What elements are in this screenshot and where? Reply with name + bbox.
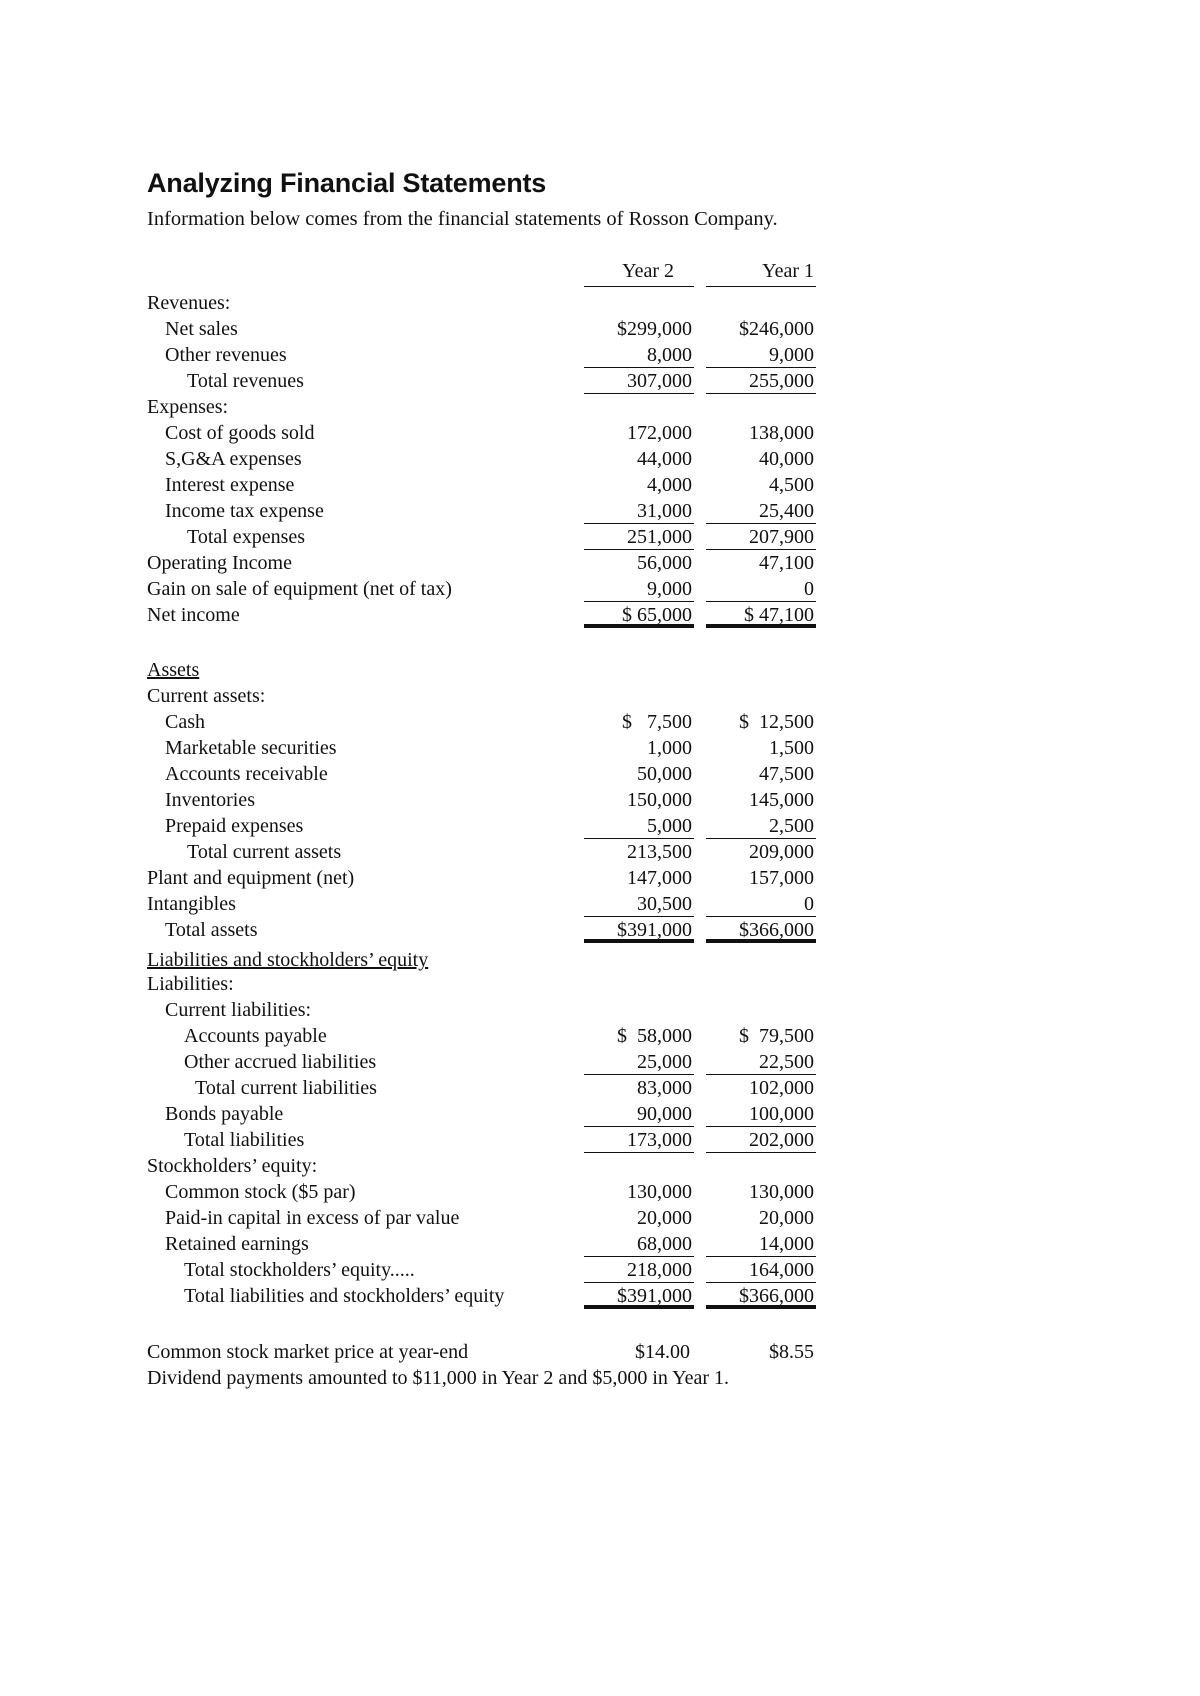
common-stock-row (147, 1179, 817, 1205)
year1-value: 157,000 (749, 867, 814, 889)
year2-value: $ 58,000 (617, 1025, 692, 1047)
year1-value: 100,000 (706, 1101, 816, 1127)
year2-value: 44,000 (637, 448, 692, 470)
year1-value: 47,500 (759, 763, 814, 785)
other-accrued-liabilities-row (147, 1049, 817, 1075)
year2-value: 8,000 (584, 342, 694, 368)
column-header-year1: Year 1 (706, 260, 816, 287)
market-price-row (147, 1339, 847, 1365)
column-header-year2: Year 2 (584, 260, 694, 287)
year1-value: $366,000 (706, 1283, 816, 1309)
row-label: Liabilities: (147, 973, 234, 995)
row-label: Total stockholders’ equity..... (184, 1259, 415, 1281)
year2-value: 147,000 (627, 867, 692, 889)
total-stockholders-equity-row (147, 1257, 817, 1283)
gain-on-sale-row (147, 576, 817, 602)
row-label: S,G&A expenses (165, 448, 302, 470)
document-title: Analyzing Financial Statements (147, 168, 547, 198)
total-liabilities-and-equity-row (147, 1283, 817, 1309)
year1-value: $8.55 (769, 1341, 814, 1363)
year1-value: 145,000 (749, 789, 814, 811)
retained-earnings-row (147, 1231, 817, 1257)
year1-value: 0 (706, 891, 816, 917)
row-label: Current assets: (147, 685, 266, 707)
row-label: Expenses: (147, 396, 229, 418)
row-label: Income tax expense (165, 500, 324, 522)
total-revenues-row (147, 368, 817, 394)
prepaid-expenses-row (147, 813, 817, 839)
year2-value: 83,000 (637, 1077, 692, 1099)
row-label: Paid-in capital in excess of par value (165, 1207, 460, 1229)
year1-value: 40,000 (759, 448, 814, 470)
year2-value: 213,500 (627, 841, 692, 863)
year1-value: $ 79,500 (739, 1025, 814, 1047)
document-subtitle: Information below comes from the financial statements of Rosson Company. (147, 208, 778, 230)
cost-of-goods-sold-row (147, 420, 817, 446)
year2-value: $391,000 (584, 1283, 694, 1309)
inventories-row (147, 787, 817, 813)
year2-value: $14.00 (635, 1341, 690, 1363)
row-label: Total expenses (187, 526, 306, 548)
year1-value: 202,000 (706, 1127, 816, 1153)
year2-value: 9,000 (584, 576, 694, 602)
row-label: Other revenues (165, 344, 287, 366)
liabilities-heading-row (147, 971, 817, 997)
income-tax-expense-row (147, 498, 817, 524)
accounts-receivable-row (147, 761, 817, 787)
year2-value: 25,000 (584, 1049, 694, 1075)
year1-value: 25,400 (706, 498, 816, 524)
year2-value: 20,000 (637, 1207, 692, 1229)
year1-value: 209,000 (749, 841, 814, 863)
accounts-payable-row (147, 1023, 817, 1049)
year1-value: 207,900 (706, 524, 816, 550)
year1-value: 1,500 (769, 737, 814, 759)
row-label: Revenues: (147, 292, 231, 314)
row-label: Intangibles (147, 893, 236, 915)
year2-value: $391,000 (584, 917, 694, 943)
row-label: Operating Income (147, 552, 292, 574)
year2-value: 251,000 (584, 524, 694, 550)
year2-value: $299,000 (617, 318, 692, 340)
year1-value: 130,000 (749, 1181, 814, 1203)
year1-value: 138,000 (749, 422, 814, 444)
total-current-liabilities-row (147, 1075, 817, 1101)
year1-value: 14,000 (706, 1231, 816, 1257)
row-label: Other accrued liabilities (184, 1051, 377, 1073)
total-assets-row (147, 917, 817, 943)
row-label: Total revenues (187, 370, 304, 392)
expenses-heading-row (147, 394, 817, 420)
total-expenses-row (147, 524, 817, 550)
row-label: Interest expense (165, 474, 295, 496)
intangibles-row (147, 891, 817, 917)
year2-value: 130,000 (627, 1181, 692, 1203)
assets-heading-row (147, 657, 817, 683)
year1-value: $366,000 (706, 917, 816, 943)
row-label: Retained earnings (165, 1233, 309, 1255)
year1-value: $246,000 (739, 318, 814, 340)
marketable-securities-row (147, 735, 817, 761)
year2-value: 31,000 (584, 498, 694, 524)
row-label: Total current assets (187, 841, 342, 863)
year2-value: 218,000 (584, 1257, 694, 1283)
liabilities-equity-heading-row (147, 947, 817, 973)
row-label: Gain on sale of equipment (net of tax) (147, 578, 452, 600)
year2-value: 50,000 (637, 763, 692, 785)
year2-value: 1,000 (647, 737, 692, 759)
year2-value: 68,000 (584, 1231, 694, 1257)
year1-value: 22,500 (706, 1049, 816, 1075)
row-label: Total assets (165, 919, 258, 941)
row-label: Cash (165, 711, 205, 733)
row-label: Prepaid expenses (165, 815, 304, 837)
year2-value: 150,000 (627, 789, 692, 811)
row-label: Cost of goods sold (165, 422, 315, 444)
year1-value: 9,000 (706, 342, 816, 368)
year1-value: 4,500 (769, 474, 814, 496)
sga-expenses-row (147, 446, 817, 472)
row-label: Total current liabilities (195, 1077, 377, 1099)
year2-value: 172,000 (627, 422, 692, 444)
cash-row (147, 709, 817, 735)
row-label: Total liabilities (184, 1129, 305, 1151)
year1-value: $ 47,100 (706, 602, 816, 628)
year2-value: 173,000 (584, 1127, 694, 1153)
year2-value: 90,000 (584, 1101, 694, 1127)
year1-value: 255,000 (706, 368, 816, 394)
row-label: Accounts receivable (165, 763, 328, 785)
revenues-heading-row (147, 290, 817, 316)
year1-value: 20,000 (759, 1207, 814, 1229)
row-label: Plant and equipment (net) (147, 867, 355, 889)
row-label: Inventories (165, 789, 255, 811)
year1-value: 2,500 (706, 813, 816, 839)
row-label: Net sales (165, 318, 238, 340)
year1-value: 164,000 (706, 1257, 816, 1283)
row-label: Marketable securities (165, 737, 337, 759)
year2-value: 4,000 (647, 474, 692, 496)
row-label: Total liabilities and stockholders’ equity (184, 1285, 505, 1307)
stockholders-equity-heading-row (147, 1153, 817, 1179)
year2-value: $ 7,500 (622, 711, 692, 733)
total-current-assets-row (147, 839, 817, 865)
row-label: Assets (147, 659, 200, 681)
row-label: Net income (147, 604, 240, 626)
row-label: Bonds payable (165, 1103, 284, 1125)
other-revenues-row (147, 342, 817, 368)
row-label: Common stock ($5 par) (165, 1181, 356, 1203)
row-label: Stockholders’ equity: (147, 1155, 318, 1177)
year2-value: 5,000 (584, 813, 694, 839)
row-label: Liabilities and stockholders’ equity (147, 949, 429, 971)
year1-value: $ 12,500 (739, 711, 814, 733)
year2-value: 30,500 (584, 891, 694, 917)
current-assets-heading-row (147, 683, 817, 709)
year2-value: $ 65,000 (584, 602, 694, 628)
year1-value: 102,000 (749, 1077, 814, 1099)
total-liabilities-row (147, 1127, 817, 1153)
operating-income-row (147, 550, 817, 576)
plant-and-equipment-row (147, 865, 817, 891)
interest-expense-row (147, 472, 817, 498)
year1-value: 0 (706, 576, 816, 602)
year2-value: 307,000 (584, 368, 694, 394)
net-sales-row (147, 316, 817, 342)
row-label: Current liabilities: (165, 999, 312, 1021)
bonds-payable-row (147, 1101, 817, 1127)
net-income-row (147, 602, 817, 628)
dividend-note: Dividend payments amounted to $11,000 in Year 2 and $5,000 in Year 1. (147, 1367, 729, 1389)
year2-value: 56,000 (637, 552, 692, 574)
paid-in-capital-row (147, 1205, 817, 1231)
row-label: Accounts payable (184, 1025, 327, 1047)
current-liabilities-heading-row (147, 997, 817, 1023)
market-price-label: Common stock market price at year-end (147, 1341, 469, 1363)
year1-value: 47,100 (759, 552, 814, 574)
